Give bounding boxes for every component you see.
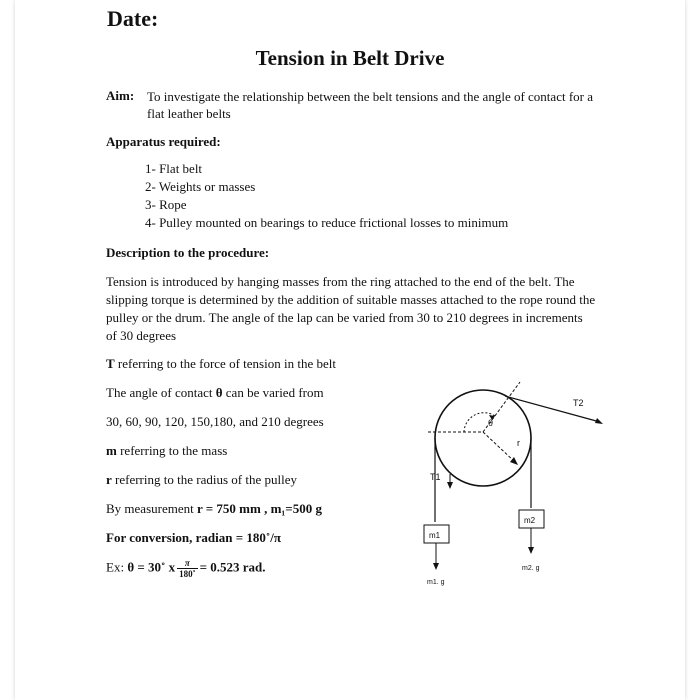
page-title: Tension in Belt Drive (255, 46, 445, 70)
radius-note (106, 472, 297, 488)
example-pre: Ex: (106, 559, 128, 575)
angle-values: 30, 60, 90, 120, 150,180, and 210 degrees (106, 414, 324, 429)
angle-symbol: θ (215, 385, 223, 400)
angle-text-pre: The angle of contact (106, 385, 216, 400)
m2-weight-arrowhead (528, 547, 534, 554)
measurement-note (106, 501, 322, 517)
date-label: Date: (107, 6, 159, 31)
conversion-note (106, 530, 281, 546)
t2-label: T2 (573, 398, 584, 408)
radius-arrowhead (510, 457, 518, 465)
tension-text: referring to the force of tension in the belt (114, 356, 336, 371)
example-fraction (177, 558, 198, 579)
theta-label: θ (488, 418, 494, 428)
belt-drive-diagram (410, 370, 630, 595)
mass-symbol: m (106, 443, 117, 458)
measurement-values: r = 750 mm , m₁=500 g (196, 501, 322, 516)
radius-label: r (517, 438, 520, 448)
list-item: 2- Weights or masses (145, 179, 256, 194)
angle-text-post: can be varied from (222, 385, 324, 400)
tension-symbol: T (106, 356, 115, 371)
example-theta: θ = 30˚ x (127, 559, 176, 575)
m2g-label: m2. g (522, 565, 540, 572)
fraction-denominator: 180˚ (179, 569, 196, 579)
m2-label: m2 (524, 516, 536, 525)
example-note (106, 558, 266, 579)
procedure-text: Tension is introduced by hanging masses from the ring attached to the end of the belt. The slipping torque is determined by the addition of suitable masses attached to the rope round the pulley or the drum. The angle of the lap can be varied from 30 to 210 degrees in increments of 30 degrees (106, 274, 596, 343)
radius-line (483, 432, 515, 462)
conversion-text: For conversion, radian = 180˚/π (106, 530, 281, 545)
m1-label: m1 (429, 531, 441, 540)
m1-weight-arrowhead (433, 563, 439, 570)
mass-text: referring to the mass (116, 443, 228, 458)
m1g-label: m1. g (427, 579, 445, 586)
belt-t2-side (505, 396, 600, 422)
t2-arrowhead (595, 418, 603, 424)
angle-note (106, 385, 324, 401)
t1-arrowhead (447, 482, 453, 489)
list-item: 1- Flat belt (145, 161, 203, 176)
tension-note (106, 356, 336, 372)
measurement-pre: By measurement (106, 501, 197, 516)
aim-text: To investigate the relationship between the belt tensions and the angle of contact for a flat leather belts (147, 89, 593, 121)
procedure-heading: Description to the procedure: (106, 245, 270, 260)
list-item: 3- Rope (145, 197, 187, 212)
radius-text: referring to the radius of the pulley (111, 472, 297, 487)
example-result: = 0.523 rad. (199, 559, 266, 575)
mass-note (106, 443, 227, 459)
radius-symbol: r (106, 472, 112, 487)
aim-label: Aim: (106, 88, 135, 103)
fraction-numerator: π (177, 558, 198, 569)
apparatus-heading: Apparatus required: (106, 134, 221, 149)
document-page (15, 0, 685, 700)
t1-label: T1 (430, 472, 441, 482)
apparatus-list (145, 160, 508, 232)
list-item: 4- Pulley mounted on bearings to reduce frictional losses to minimum (145, 215, 509, 230)
